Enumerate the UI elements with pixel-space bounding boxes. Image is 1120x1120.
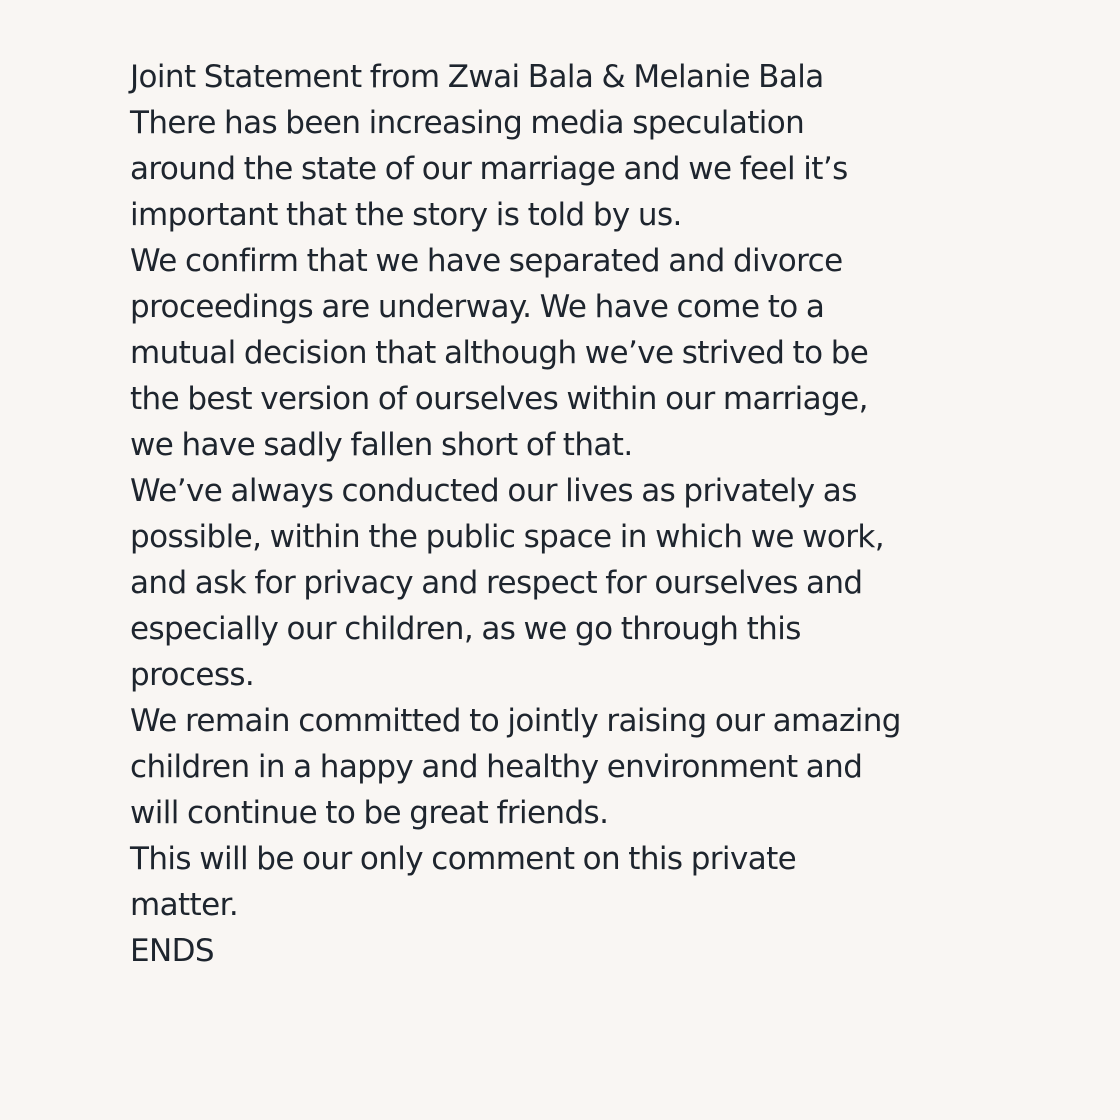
statement-line: There has been increasing media speculation — [130, 105, 805, 141]
statement-line: We confirm that we have separated and divorce — [130, 243, 843, 279]
statement-line: process. — [130, 657, 255, 693]
statement-end-marker: ENDS — [130, 933, 214, 969]
statement-line: mutual decision that although we’ve strived to be — [130, 335, 869, 371]
statement-line: we have sadly fallen short of that. — [130, 427, 633, 463]
statement-line: We’ve always conducted our lives as privately as — [130, 473, 857, 509]
statement-line: around the state of our marriage and we feel it’s — [130, 151, 848, 187]
statement-line: especially our children, as we go through this — [130, 611, 801, 647]
statement-line: the best version of ourselves within our marriage, — [130, 381, 868, 417]
statement-text — [130, 54, 1090, 974]
statement-line: This will be our only comment on this private — [130, 841, 797, 877]
statement-line: and ask for privacy and respect for ourselves and — [130, 565, 863, 601]
statement-line: possible, within the public space in which we work, — [130, 519, 884, 555]
statement-line: will continue to be great friends. — [130, 795, 609, 831]
statement-line: matter. — [130, 887, 239, 923]
statement-title: Joint Statement from Zwai Bala & Melanie Bala — [130, 59, 824, 95]
statement-line: proceedings are underway. We have come to a — [130, 289, 825, 325]
statement-line: important that the story is told by us. — [130, 197, 682, 233]
statement-line: children in a happy and healthy environment and — [130, 749, 863, 785]
statement-line: We remain committed to jointly raising our amazing — [130, 703, 901, 739]
